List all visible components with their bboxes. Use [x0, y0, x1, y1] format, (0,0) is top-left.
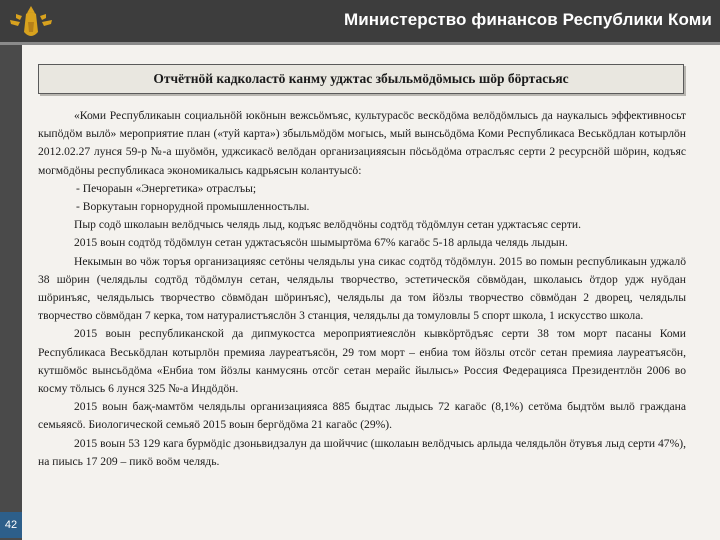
- list-item: - Печораын «Энергетика» отраслъы;: [76, 181, 257, 195]
- paragraph: «Коми Республикаын социальнӧй юкӧнын вежсьӧмъяс, культурасӧс вескӧдӧма велӧдӧмлысь да наукалысь эффективносьт кыпӧдӧм вылӧ» мероприятие план («туй карта») збыльмӧдӧм могысь, мый вынсьӧдӧма Коми Республикаса Веськӧдлан котырлӧн 2012.02.27 лунся 59-р №-а шуӧмӧн, уджсикасӧ велӧдан организацияясын пӧсьӧдӧма отраслъяс серти 2 ресурснӧй шӧрин, кодъяс могмӧдӧны республикаса экономикалысь кадрьясын колантуысӧ:: [38, 109, 686, 177]
- header-bar: [0, 0, 720, 42]
- slide-title-box: [38, 64, 684, 94]
- ministry-title: Министерство финансов Республики Коми: [344, 10, 712, 29]
- komi-emblem-icon: [6, 4, 56, 42]
- paragraph: Некымын во чӧж торъя организацияяс сетӧны челядьлы уна сикас содтӧд тӧдӧмлун. 2015 во помын республикаын уджалӧ 38 шӧрин (челядьлы содтӧд тӧдӧмлун сетан, челядьлы творчество, эстетическӧя сӧвмӧдан, школаысь ӧтдор удж нуӧдан шӧринъяс, челядьлысь творчество сӧвмӧдан шӧринъяс), челядьлы да том йӧзлы творчество сӧвмӧдан 2 дворец, челядьлы творчество сӧвмӧдан 7 керка, том натуралистъяслӧн 3 станция, челядьлы да томуловлы 5 спорт школа, 1 искусство школа.: [38, 254, 686, 323]
- list-item: - Воркутаын горнорудной промышленностьлы.: [76, 200, 310, 214]
- slide-title: Отчётнӧй кадколастӧ канму уджтас збыльмӧдӧмысь шӧр бӧртасьяс: [153, 71, 569, 86]
- paragraph: 2015 воын содтӧд тӧдӧмлун сетан уджтасъясӧн шымыртӧма 67% кагаӧс 5-18 арлыда челядь лыдын.: [74, 236, 568, 250]
- header-divider: [0, 42, 720, 45]
- paragraph: Пыр содӧ школаын велӧдчысь челядь лыд, кодъяс велӧдчӧны содтӧд тӧдӧмлун сетан уджтасъяс серти.: [74, 218, 581, 232]
- left-sidebar: [0, 45, 22, 540]
- paragraph: 2015 воын республиканской да дипмукостса мероприятиеяслӧн кывкӧртӧдъяс серти 38 том морт пасаны Коми Республикаса Веськӧдлан котырлӧн премияа лауреатъясӧн, 29 том морт – енбиа том йӧзлы отсӧг сетан премияа лауреатъясӧн, кутшӧмӧс вынсьӧдӧма «Енбиа том йӧзлы канмусянь отсӧг сетан мерайс йылысь» Россия Федерацияса Президентлӧн 2006 во косму тӧлысь 6 лунся 325 №-а Индӧдӧн.: [38, 327, 686, 396]
- paragraph: 2015 воын 53 129 кага бурмӧдіс дзоньвидзалун да шойччис (школаын велӧдчысь арлыда челядьлӧн ӧтувъя лыд серти 47%), на пиысь 17 209 – пикӧ воӧм челядь.: [38, 436, 686, 468]
- body-text: [38, 107, 686, 471]
- paragraph: 2015 воын баҗ-мамтӧм челядьлы организацияяса 885 быдтас лыдысь 72 кагаӧс (8,1%) сетӧма быдтӧм вылӧ граждана семьяясӧ. Биологической семьяӧ 2015 воын бергӧдӧма 21 кагаӧс (29%).: [38, 400, 686, 432]
- page-number-badge: 42: [0, 512, 22, 538]
